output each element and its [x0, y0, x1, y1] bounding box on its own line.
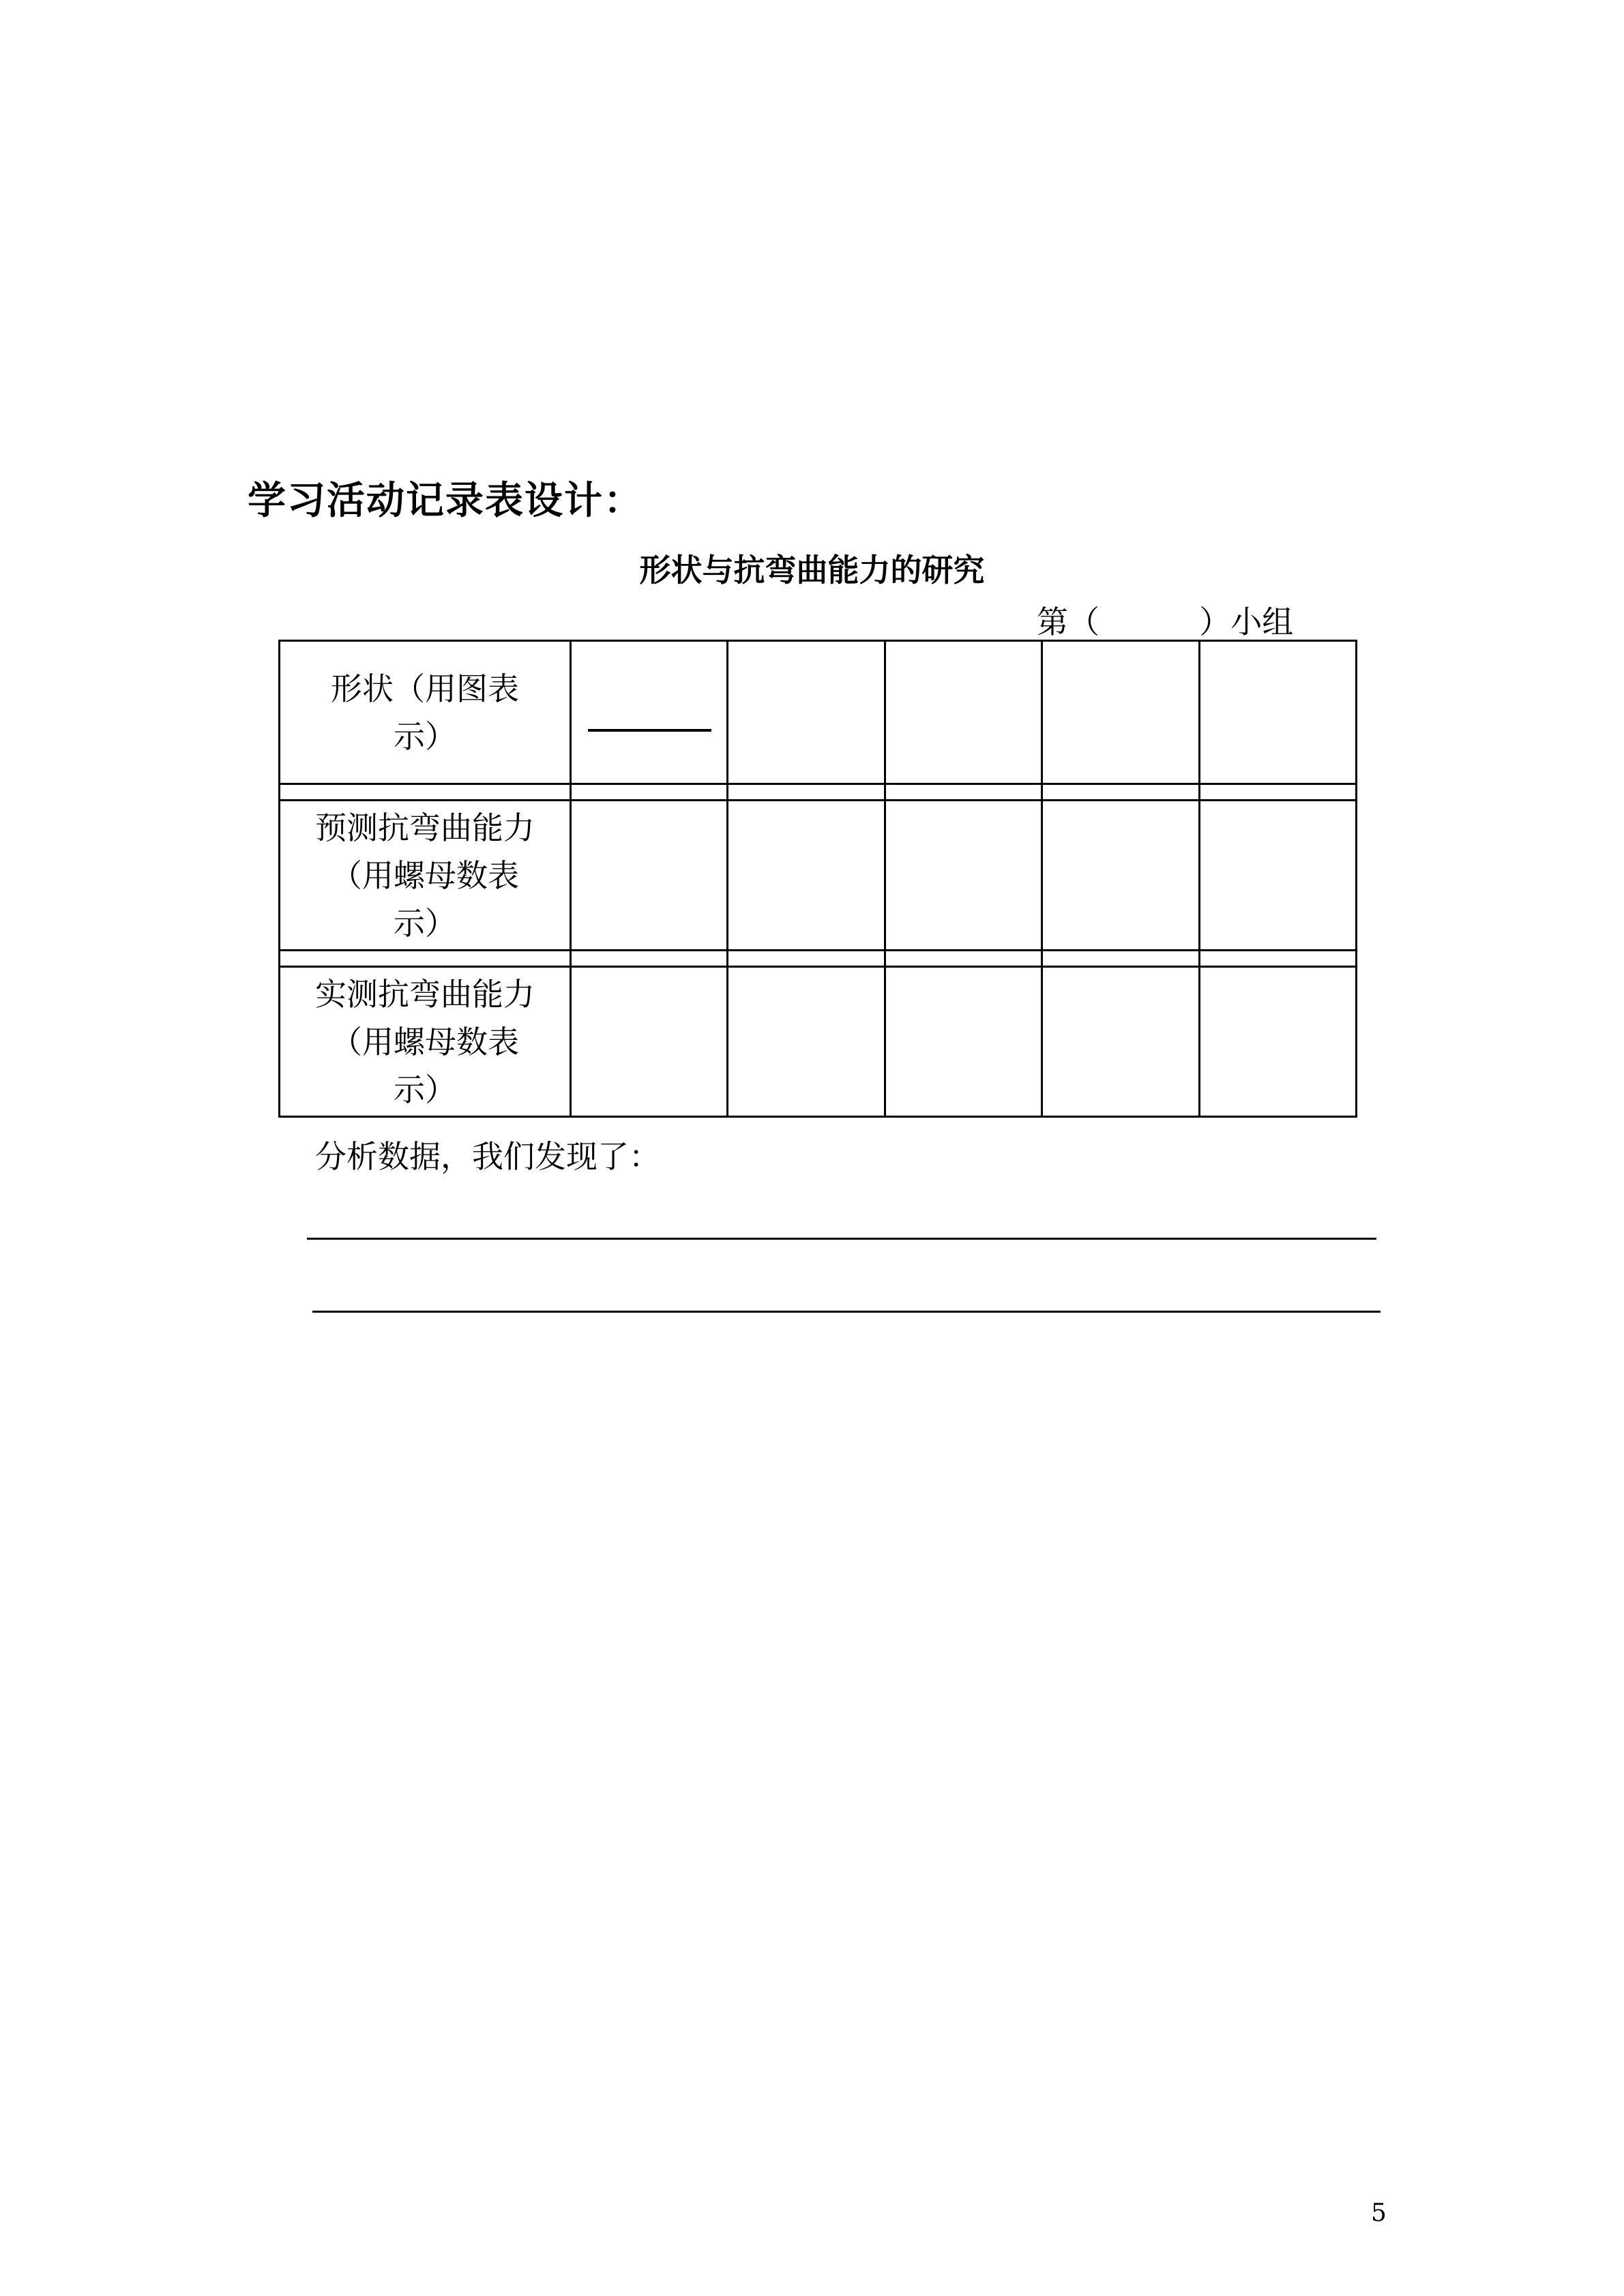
table-row-predicted	[280, 801, 1357, 951]
row-header-line: 示）	[394, 717, 456, 755]
spacer-cell	[1199, 951, 1356, 967]
answer-line[interactable]	[307, 1238, 1376, 1240]
table-spacer-row	[280, 951, 1357, 967]
measured-input-cell[interactable]	[1199, 967, 1356, 1117]
measured-input-cell[interactable]	[1042, 967, 1199, 1117]
row-header-line: 预测抗弯曲能力	[315, 809, 535, 846]
row-header-line: 示）	[394, 904, 456, 942]
spacer-cell	[1042, 784, 1199, 801]
spacer-cell	[728, 784, 885, 801]
record-table	[278, 640, 1357, 1118]
spacer-cell	[280, 951, 571, 967]
page-number: 5	[1371, 2199, 1387, 2227]
predicted-input-cell[interactable]	[1199, 801, 1356, 951]
spacer-cell	[571, 951, 728, 967]
shape-input-cell[interactable]	[1199, 641, 1356, 784]
row-header-predicted	[280, 801, 571, 951]
spacer-cell	[885, 784, 1042, 801]
spacer-cell	[1199, 784, 1356, 801]
table-row-shape	[280, 641, 1357, 784]
drawn-line-shape	[588, 729, 711, 732]
section-heading: 学习活动记录表设计：	[248, 479, 643, 523]
spacer-cell	[1042, 951, 1199, 967]
row-header-line: 实测抗弯曲能力	[315, 975, 535, 1013]
predicted-input-cell[interactable]	[1042, 801, 1199, 951]
predicted-input-cell[interactable]	[571, 801, 728, 951]
row-header-line: （用螺母数表	[331, 1023, 519, 1060]
row-header-line: 形状（用图表	[331, 670, 519, 707]
shape-input-cell[interactable]	[885, 641, 1042, 784]
spacer-cell	[280, 784, 571, 801]
shape-input-cell[interactable]	[1042, 641, 1199, 784]
measured-input-cell[interactable]	[728, 967, 885, 1117]
row-header-line: （用螺母数表	[331, 856, 519, 894]
spacer-cell	[885, 951, 1042, 967]
row-header-line: 示）	[394, 1071, 456, 1108]
predicted-input-cell[interactable]	[728, 801, 885, 951]
table-title: 形状与抗弯曲能力的研究	[639, 552, 985, 588]
measured-input-cell[interactable]	[571, 967, 728, 1117]
row-header-measured	[280, 967, 571, 1117]
group-number-label: 第（ ）小组	[1037, 603, 1294, 640]
measured-input-cell[interactable]	[885, 967, 1042, 1117]
table-row-measured	[280, 967, 1357, 1117]
shape-input-cell[interactable]	[571, 641, 728, 784]
spacer-cell	[571, 784, 728, 801]
table-spacer-row	[280, 784, 1357, 801]
row-header-shape	[280, 641, 571, 784]
shape-input-cell[interactable]	[728, 641, 885, 784]
predicted-input-cell[interactable]	[885, 801, 1042, 951]
spacer-cell	[728, 951, 885, 967]
answer-line[interactable]	[312, 1311, 1381, 1313]
analysis-label: 分析数据，我们发现了：	[315, 1138, 660, 1175]
